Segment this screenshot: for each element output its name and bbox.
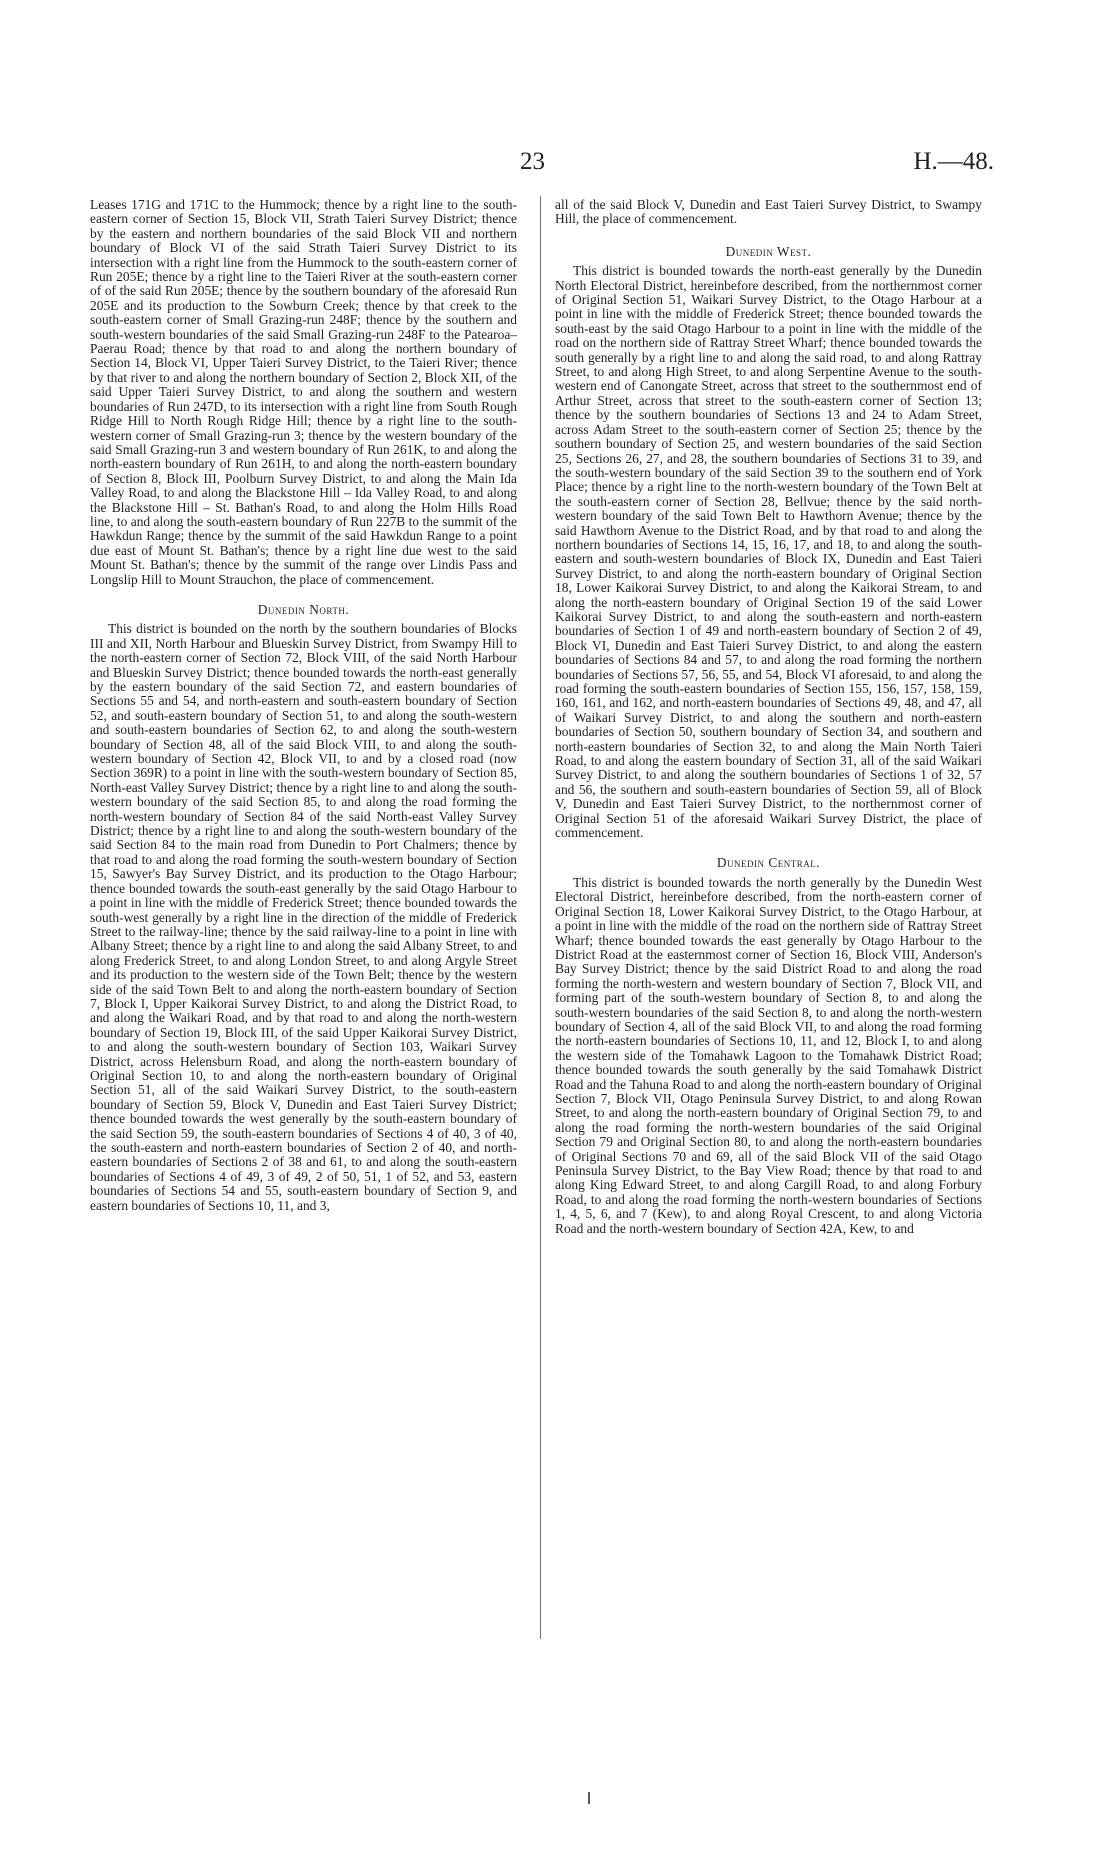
dunedin-north-paragraph: This district is bounded on the north by the southern boundaries of Blocks III and XII, North Harbour and Blueskin Survey District, from Swampy Hill to the north-eastern corner of Section 72, Block VIII, of the said North Harbour and Blueskin Survey District; thence bounded towards the north-east generally by the eastern boundary of the said Section 72, and eastern boundaries of Sections 55 and 54, and north-eastern and south-eastern boundary of Section 52, and south-eastern boundary of Section 51, to and along the south-western and south-eastern boundaries of Section 62, to and along the south-western boundary of Section 48, all of the said Block VIII, to and along the south-western boundary of Section 42, Block VII, to and by a closed road (now Section 369R) to a point in line with the south-western boundary of Section 85, North-east Valley Survey District; thence by a right line to and along the south-western boundary of the said Section 85, to and along the road forming the north-western boundary of Section 84 of the said North-east Valley Survey District; thence by a right line to and along the south-western boundary of the said Section 84 to the main road from Dunedin to Port Chalmers; thence by that road to and along the road forming the south-western boundary of Section 15, Sawyer's Bay Survey District, and its production to the Otago Harbour; thence bounded towards the south-east generally by the said Otago Harbour to a point in line with the middle of Frederick Street; thence bounded towards the south-west generally by a right line in the direction of the middle of Frederick Street to the railway-line; thence by the said railway-line to a point in line with Albany Street; thence by a right line to and along the said Albany Street, to and along Frederick Street, to and along London Street, to and along Argyle Street and its production to the western side of the Town Belt; thence by the western side of the said Town Belt to and along the north-eastern boundary of Section 7, Block I, Upper Kaikorai Survey District, to and along the District Road, to and along the Waikari Road, and by that road to and along the north-western boundary of Section 19, Block III, of the said Upper Kaikorai Survey District, to and along the south-western boundary of Section 103, Waikari Survey District, across Helensburn Road, and along the north-eastern boundary of Original Section 10, to and along the north-eastern boundary of Original Section 51, all of the said Waikari Survey District, to the south-eastern boundary of Section 59, Block V, Dunedin and East Taieri Survey District; thence bounded towards the west generally by the south-eastern boundary of the said Section 59, the south-eastern boundaries of Sections 4 of 40, 3 of 40, the south-eastern and north-eastern boundaries of Section 2 of 40, and north-eastern boundaries of Sections 2 of 38 and 61, to and along the south-eastern boundaries of Sections 4 of 49, 3 of 49, 2 of 50, 51, 1 of 52, and 53, eastern boundaries of Sections 54 and 55, south-eastern boundary of Section 9, and eastern boundaries of Sections 10, 11, and 3, — [90, 621, 517, 1213]
column-divider — [540, 196, 541, 1639]
section-heading-dunedin-north: Dunedin North. — [257, 601, 350, 617]
document-reference: H.—48. — [913, 148, 994, 175]
continued-paragraph: Leases 171G and 171C to the Hummock; thence by a right line to the south-eastern corner of Section 15, Block VII, Strath Taieri Survey District; thence by the eastern and northern boundaries of the said Block VII and northern boundary of Block VI of the said Strath Taieri Survey District to its intersection with a right line from the Hummock to the south-eastern corner of Run 205E; thence by a right line to the Taieri River at the south-eastern corner of of the said Run 205E; thence by the southern boundary of the aforesaid Run 205E and its production to the Sowburn Creek; thence by that creek to the south-eastern corner of Small Grazing-run 248F; thence by the southern and south-western boundaries of the said Small Grazing-run 248F to the Patearoa–Paerau Road; thence by that road to and along the northern boundary of Section 14, Block VI, Upper Taieri Survey District, to the Taieri River; thence by that river to and along the northern boundary of Section 2, Block XII, of the said Upper Taieri Survey District, to and along the southern and western boundaries of Run 247D, to its intersection with a right line from South Rough Ridge Hill to North Rough Ridge Hill; thence by a right line to the south-western corner of Small Grazing-run 3; thence by the western boundary of the said Small Grazing-run 3 and western boundary of Run 261K, to and along the north-eastern boundary of Run 261H, to and along the north-eastern boundary of Section 8, Block III, Poolburn Survey District, to and along the Main Ida Valley Road, to and along the Blackstone Hill – Ida Valley Road, to and along the Blackstone Hill – St. Bathan's Road, to and along the Holm Hills Road line, to and along the south-eastern boundary of Run 227B to the summit of the Hawkdun Range; thence by the summit of the said Hawkdun Range to a point due east of Mount St. Bathan's; thence by a right line due west to the said Mount St. Bathan's; thence by the summit of the range over Lindis Pass and Longslip Hill to Mount Strauchon, the place of commencement. — [90, 197, 517, 587]
continued-paragraph-end: all of the said Block V, Dunedin and East Taieri Survey District, to Swampy Hill, the place of commencement. — [555, 197, 982, 227]
page-mark — [588, 1792, 590, 1804]
section-heading-dunedin-central: Dunedin Central. — [716, 855, 821, 871]
right-column — [555, 198, 982, 1236]
left-column — [90, 198, 517, 1213]
dunedin-central-paragraph: This district is bounded towards the north generally by the Dunedin West Electoral District, hereinbefore described, from the north-eastern corner of Original Section 18, Lower Kaikorai Survey District, to the Otago Harbour, at a point in line with the middle of the road on the northern side of Rattray Street Wharf; thence bounded towards the east generally by Otago Harbour to the District Road at the easternmost corner of Section 16, Block VIII, Anderson's Bay Survey District; thence by the said District Road to and along the road forming the north-western and western boundary of Section 7, Block VII, and forming part of the south-western boundary of Section 8, to and along the south-western boundaries of the said Section 8, to and along the north-western boundary of Section 4, all of the said Block VII, to and along the road forming the north-eastern boundaries of Sections 10, 11, and 12, Block I, to and along the western side of the Tomahawk Lagoon to the Tomahawk District Road; thence bounded towards the south generally by the said Tomahawk District Road and the Tahuna Road to and along the north-eastern boundary of Original Section 7, Block VII, Otago Peninsula Survey District, to and along Rowan Street, to and along the north-eastern boundary of Original Section 79, to and along the road forming the north-western boundaries of the said Original Section 79 and Original Section 80, to and along the north-eastern boundaries of Original Sections 70 and 69, all of the said Block VII of the said Otago Peninsula Survey District, to the Bay View Road; thence by that road to and along King Edward Street, to and along Cargill Road, to and along Forbury Road, to and along the road forming the north-western boundaries of Sections 1, 4, 5, 6, and 7 (Kew), to and along Royal Crescent, to and along Victoria Road and the north-western boundary of Section 42A, Kew, to and — [555, 874, 982, 1236]
page-number: 23 — [520, 148, 545, 175]
section-heading-dunedin-west: Dunedin West. — [725, 243, 812, 259]
dunedin-west-paragraph: This district is bounded towards the north-east generally by the Dunedin North Electoral District, hereinbefore described, from the northernmost corner of Original Section 51, Waikari Survey District, to the Otago Harbour at a point in line with the middle of Frederick Street; thence bounded towards the south-east by the said Otago Harbour to a point in line with the middle of the road on the northern side of Rattray Street Wharf; thence bounded towards the south generally by a right line to and along the said road, to and along Rattray Street, to and along High Street, to and along Serpentine Avenue to the south-western end of Canongate Street, across that street to the southernmost end of Arthur Street, across that street to the south-eastern corner of Section 13; thence by the southern boundaries of Sections 13 and 24 to Adam Street, across Adam Street to the south-eastern corner of Section 25; thence by the southern boundary of Section 25, and western boundaries of the said Section 25, Sections 26, 27, and 28, the southern boundaries of Sections 31 to 39, and the south-western boundary of the said Section 39 to the southern end of York Place; thence by a right line to the north-western boundary of the Town Belt at the south-eastern corner of Section 28, Bellvue; thence by the said north-western boundary of the said Town Belt to Hawthorn Avenue; thence by the said Hawthorn Avenue to the District Road, and by that road to and along the northern boundaries of Sections 14, 15, 16, 17, and 18, to and along the south-eastern and south-western boundaries of Block IX, Dunedin and East Taieri Survey District, to and along the north-eastern boundary of Original Section 18, Lower Kaikorai Survey District, to and along the Kaikorai Stream, to and along the north-eastern boundary of Original Section 19 of the said Lower Kaikorai Survey District, to and along the south-eastern and north-eastern boundaries of Section 1 of 49 and north-eastern boundary of Section 2 of 49, Block VI, Dunedin and East Taieri Survey District, to and along the eastern boundaries of Sections 84 and 57, to and along the road forming the northern boundaries of Sections 57, 56, 55, and 54, Block VI aforesaid, to and along the road forming the south-eastern boundaries of Section 155, 156, 157, 158, 159, 160, 161, and 162, and north-eastern boundaries of Sections 49, 48, and 47, all of Waikari Survey District, to and along the southern and north-eastern boundaries of Section 50, southern boundary of Section 34, and southern and north-eastern boundaries of Section 32, to and along the Main North Taieri Road, to and along the eastern boundary of Section 31, all of the said Waikari Survey District, to and along the southern boundaries of Sections 1 of 32, 57 and 56, the southern and south-eastern boundaries of Section 59, all of Block V, Dunedin and East Taieri Survey District, to the northernmost corner of Original Section 51 of the aforesaid Waikari Survey District, the place of commencement. — [555, 263, 982, 841]
